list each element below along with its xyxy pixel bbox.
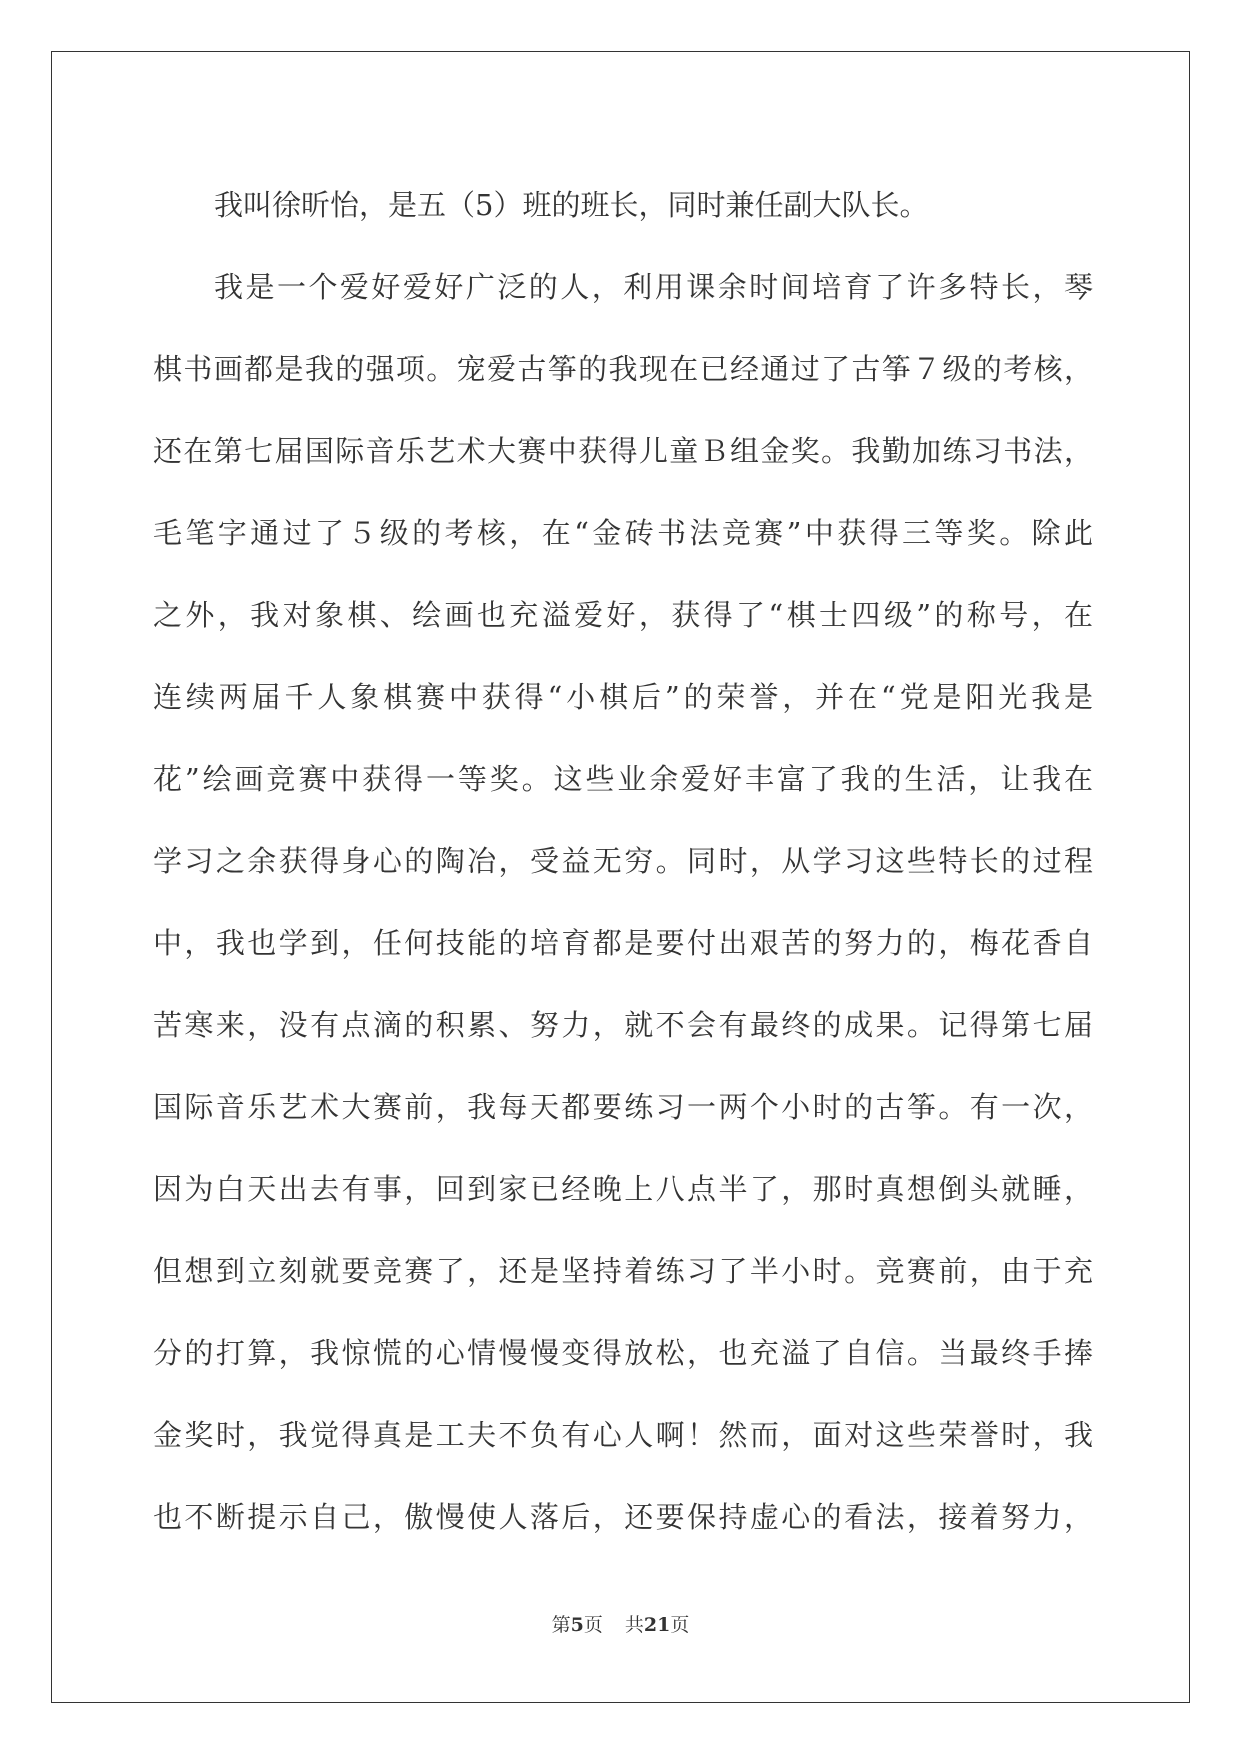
- page-suffix: 页: [583, 1614, 603, 1636]
- paragraph-line: 苦寒来，没有点滴的积累、努力，就不会有最终的成果。记得第七届: [153, 1008, 1093, 1042]
- paragraph-line: 还在第七届国际音乐艺术大赛中获得儿童Ｂ组金奖。我勤加练习书法，: [153, 434, 1093, 468]
- paragraph-line: 之外，我对象棋、绘画也充溢爱好，获得了“棋士四级”的称号，在: [153, 598, 1093, 632]
- paragraph-line: 学习之余获得身心的陶冶，受益无穷。同时，从学习这些特长的过程: [153, 844, 1093, 878]
- page-prefix: 第: [551, 1614, 571, 1636]
- paragraph-line: 花”绘画竞赛中获得一等奖。这些业余爱好丰富了我的生活，让我在: [153, 762, 1093, 796]
- paragraph-line: 国际音乐艺术大赛前，我每天都要练习一两个小时的古筝。有一次，: [153, 1090, 1093, 1124]
- paragraph-line: 我叫徐昕怡，是五（5）班的班长，同时兼任副大队长。: [214, 188, 929, 222]
- total-suffix: 页: [670, 1614, 690, 1636]
- paragraph-line: 连续两届千人象棋赛中获得“小棋后”的荣誉，并在“党是阳光我是: [153, 680, 1093, 714]
- page-number: 5: [570, 1614, 584, 1636]
- paragraph-line: 金奖时，我觉得真是工夫不负有心人啊！然而，面对这些荣誉时，我: [153, 1418, 1093, 1452]
- paragraph-line: 毛笔字通过了５级的考核，在“金砖书法竞赛”中获得三等奖。除此: [153, 516, 1093, 550]
- paragraph-line: 因为白天出去有事，回到家已经晚上八点半了，那时真想倒头就睡，: [153, 1172, 1093, 1206]
- paragraph-line: 我是一个爱好爱好广泛的人，利用课余时间培育了许多特长，琴: [214, 270, 1093, 304]
- paragraph-line: 分的打算，我惊慌的心情慢慢变得放松，也充溢了自信。当最终手捧: [153, 1336, 1093, 1370]
- paragraph-line: 也不断提示自己，傲慢使人落后，还要保持虚心的看法，接着努力，: [153, 1500, 1093, 1534]
- paragraph-line: 中，我也学到，任何技能的培育都是要付出艰苦的努力的，梅花香自: [153, 926, 1093, 960]
- paragraph-line: 棋书画都是我的强项。宠爱古筝的我现在已经通过了古筝７级的考核，: [153, 352, 1093, 386]
- body-text: [153, 164, 1093, 1558]
- total-prefix: 共: [624, 1614, 644, 1636]
- paragraph-line: 但想到立刻就要竞赛了，还是坚持着练习了半小时。竞赛前，由于充: [153, 1254, 1093, 1288]
- total-pages: 21: [643, 1614, 671, 1636]
- page-footer: [0, 1610, 1241, 1637]
